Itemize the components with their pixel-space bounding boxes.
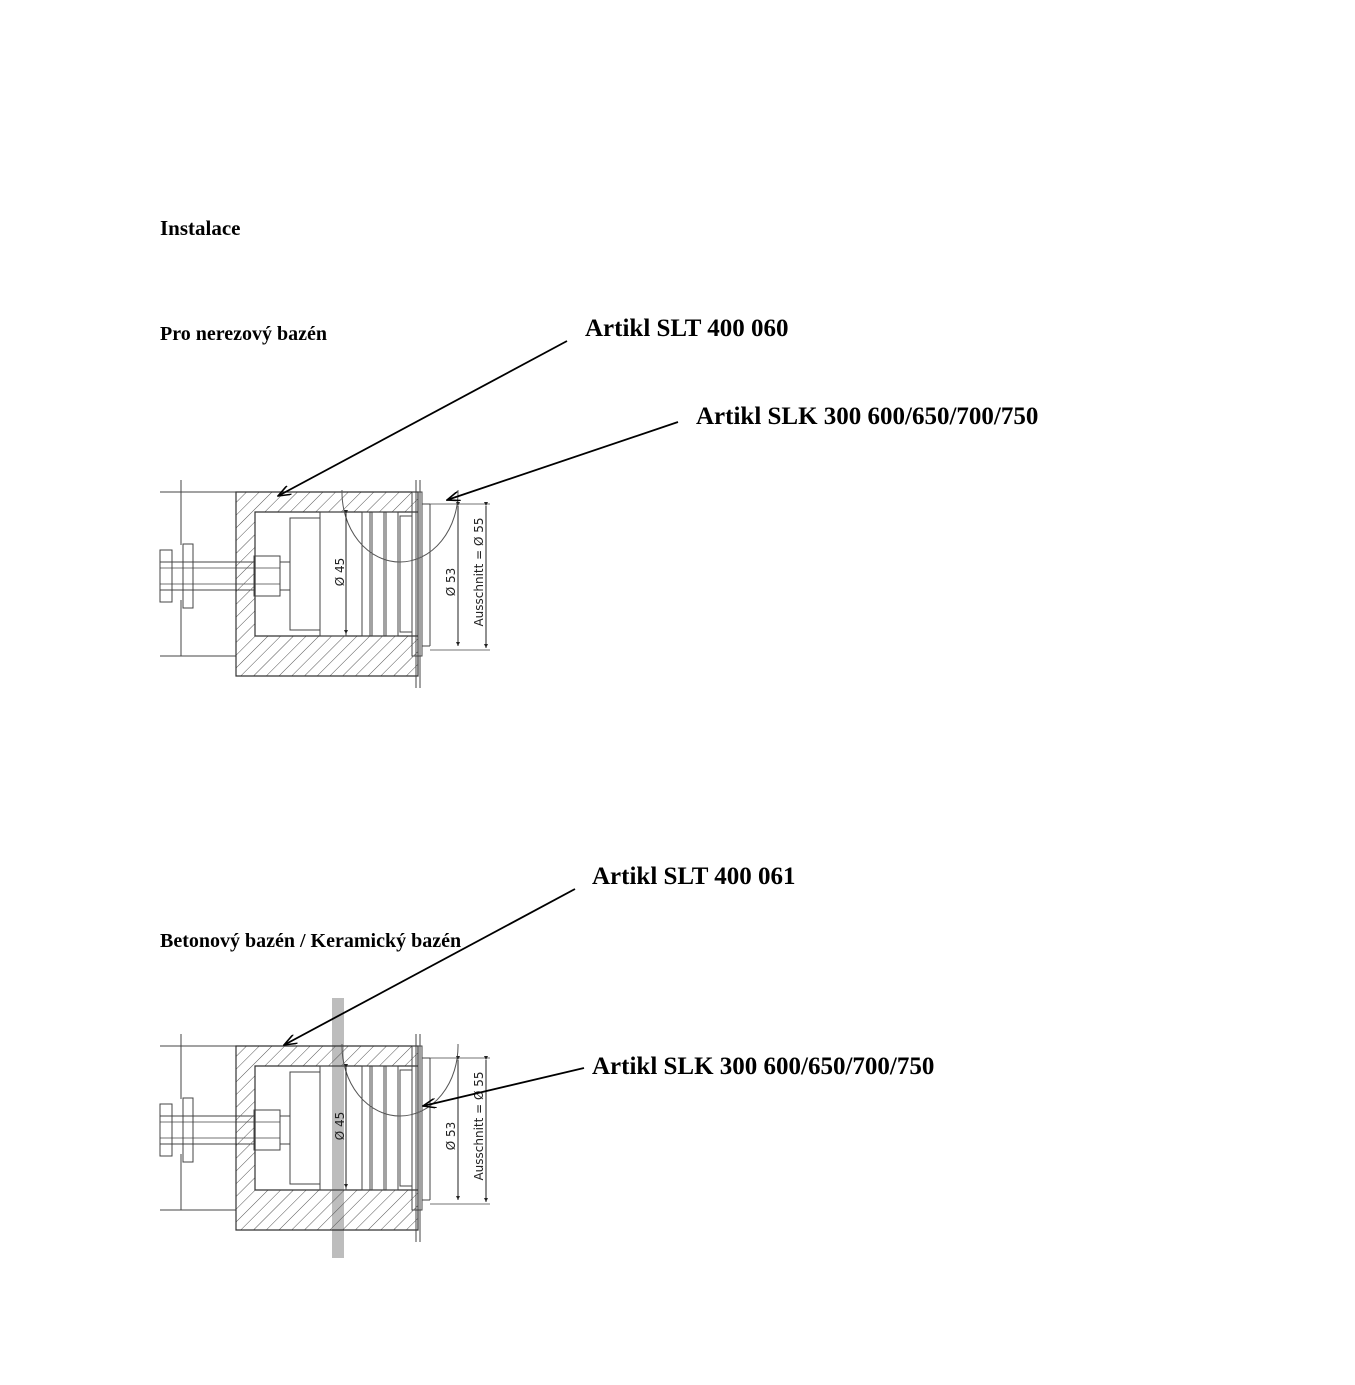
figure-2-callout-lamp: Artikl SLK 300 600/650/700/750 bbox=[592, 1053, 935, 1080]
figure-1-leader-lamp bbox=[447, 422, 678, 500]
figure-2-dim-d53: Ø 53 bbox=[444, 1121, 458, 1151]
figure-1-dim-cutout: Ausschnitt = Ø 55 bbox=[472, 517, 486, 627]
section-title: Instalace bbox=[160, 216, 241, 240]
figure-2-dim-d45: Ø 45 bbox=[333, 1111, 347, 1141]
figure-1-caption: Pro nerezový bazén bbox=[160, 323, 328, 345]
figure-2-dim-cutout: Ausschnitt = Ø 55 bbox=[472, 1071, 486, 1181]
figure-1-dim-d53: Ø 53 bbox=[444, 567, 458, 597]
figure-2-section-drawing bbox=[160, 998, 490, 1258]
figure-1-dim-d45: Ø 45 bbox=[333, 557, 347, 587]
figure-1-callout-lamp: Artikl SLK 300 600/650/700/750 bbox=[696, 403, 1039, 430]
figure-2-callout-housing: Artikl SLT 400 061 bbox=[592, 863, 796, 890]
figure-2-caption: Betonový bazén / Keramický bazén bbox=[160, 930, 462, 952]
figure-2-leader-housing bbox=[284, 889, 575, 1045]
figure-1-leader-housing bbox=[278, 341, 567, 496]
figure-1-callout-housing: Artikl SLT 400 060 bbox=[585, 315, 789, 342]
figure-1-section-drawing bbox=[160, 480, 490, 688]
